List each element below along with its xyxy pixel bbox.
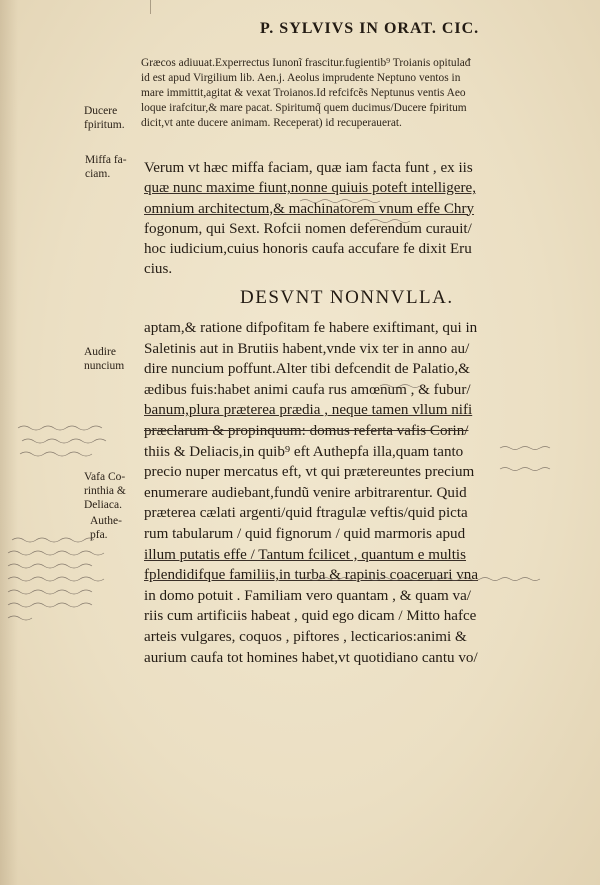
main-text-line: rum tabularum / quid fignorum / quid marmoris apud <box>144 525 466 542</box>
main-text-line: in domo potuit . Familiam vero quantam , & quam va/ <box>144 587 471 604</box>
commentary-line: id est apud Virgilium lib. Aen.j. Aeolus imprudente Neptuno ventos in <box>141 72 461 85</box>
commentary-line: dicit,vt ante ducere animam. Receperat) id recuperauerat. <box>141 117 402 130</box>
margin-note-line: pfa. <box>90 529 108 541</box>
margin-note-audire <box>84 345 146 373</box>
main-text-line: precio nuper mercatus eft, vt qui prætereuntes precium <box>144 464 475 481</box>
main-text-line: fogonum, qui Sext. Rofcii nomen deferendum curauit/ <box>144 220 472 237</box>
scribble-stroke <box>8 551 104 555</box>
scribble-stroke <box>22 439 106 443</box>
main-text-line: enumerare audiebant,fundũ venire arbitrarentur. Quid <box>144 484 467 501</box>
margin-note-ducere <box>84 104 146 132</box>
main-text-block <box>144 158 590 280</box>
scribble-stroke <box>12 538 94 542</box>
commentary-line: loque irafcitur,& mare pacat. Spiritumq̃ quem ducimus/Ducere fpiritum <box>141 102 467 115</box>
margin-note-line: Vafa Co- <box>84 471 126 483</box>
gutter-shadow <box>0 0 18 885</box>
commentary-block <box>141 56 589 131</box>
main-text-line: banum,plura præterea prædia , neque tamen vllum nifi <box>144 402 473 419</box>
main-text-line: Verum vt hæc miffa faciam, quæ iam facta funt , ex iis <box>144 160 473 176</box>
margin-note-line: fpiritum. <box>84 119 125 131</box>
main-text-line: dire nuncium poffunt.Alter tibi defcendit de Palatio,& <box>144 361 470 378</box>
page-tick-mark <box>150 0 151 14</box>
margin-note-line: ciam. <box>85 168 111 180</box>
commentary-line: mare immittit,agitat & vexat Troianos.Id refcifcẽs Neptunus ventis Aeo <box>141 87 466 100</box>
main-text-line: aptam,& ratione difpofitam fe habere exiftimant, qui in <box>144 320 478 336</box>
margin-note-vasa <box>84 470 146 512</box>
main-text-block-2 <box>144 318 590 668</box>
margin-note-line: nuncium <box>84 360 125 372</box>
margin-note-authe <box>90 514 152 542</box>
main-text-line: fplendidifque familiis,in turba & rapinis coaceruari vna <box>144 567 479 584</box>
main-text-line: præclarum & propinquum: domus referta vafis Corin/ <box>144 422 469 439</box>
scribble-stroke <box>8 590 92 594</box>
lacuna-heading: DESVNT NONNVLLA. <box>240 287 454 308</box>
margin-note-missa <box>85 153 147 181</box>
main-text-line: omnium architectum,& machinatorem vnum effe Chry <box>144 200 475 217</box>
scribble-stroke <box>8 564 92 568</box>
margin-note-line: Audire <box>84 346 116 358</box>
main-text-line: illum putatis effe / Tantum fcilicet , quantum e multis <box>144 546 467 563</box>
margin-note-line: Ducere <box>84 105 118 117</box>
scribble-stroke <box>8 603 92 607</box>
main-text-line: Saletinis aut in Brutiis habent,vnde vix ter in anno au/ <box>144 340 470 357</box>
main-text-line: quæ nunc maxime fiunt,nonne quiuis poteft intelligere, <box>144 180 476 197</box>
main-text-line: arteis vulgares, coquos , piftores , lecticarios:animi & <box>144 628 467 645</box>
running-header: P. SYLVIVS IN ORAT. CIC. <box>260 20 480 37</box>
margin-note-line: rinthia & <box>84 485 126 497</box>
main-text-line: præterea cælati argenti/quid ftragulæ veftis/quid picta <box>144 505 468 522</box>
margin-note-line: Authe- <box>90 515 122 527</box>
main-text-line: ædibus fuis:habet animi caufa rus amœnum , & fubur/ <box>144 381 471 398</box>
main-text-line: aurium caufa tot homines habet,vt quotidiano cantu vo/ <box>144 649 478 666</box>
commentary-line: Græcos adiuuat.Experrectus Iunonĩ frascitur.fugientib⁹ Troianis opitulaᵭ <box>141 57 471 69</box>
margin-note-line: Deliaca. <box>84 499 122 511</box>
main-text-line: riis cum artificiis habeat , quid ego dicam / Mitto hafce <box>144 608 477 625</box>
scribble-stroke <box>18 426 102 430</box>
scribble-stroke <box>20 452 92 456</box>
main-text-line: thiis & Deliacis,in quib⁹ eft Authepfa illa,quam tanto <box>144 443 464 460</box>
main-text-line: cius. <box>144 261 173 278</box>
main-text-line: hoc iudicium,cuius honoris caufa accufare fe dixit Eru <box>144 241 472 258</box>
scribble-stroke <box>8 577 104 581</box>
margin-note-line: Miffa fa- <box>85 154 127 166</box>
